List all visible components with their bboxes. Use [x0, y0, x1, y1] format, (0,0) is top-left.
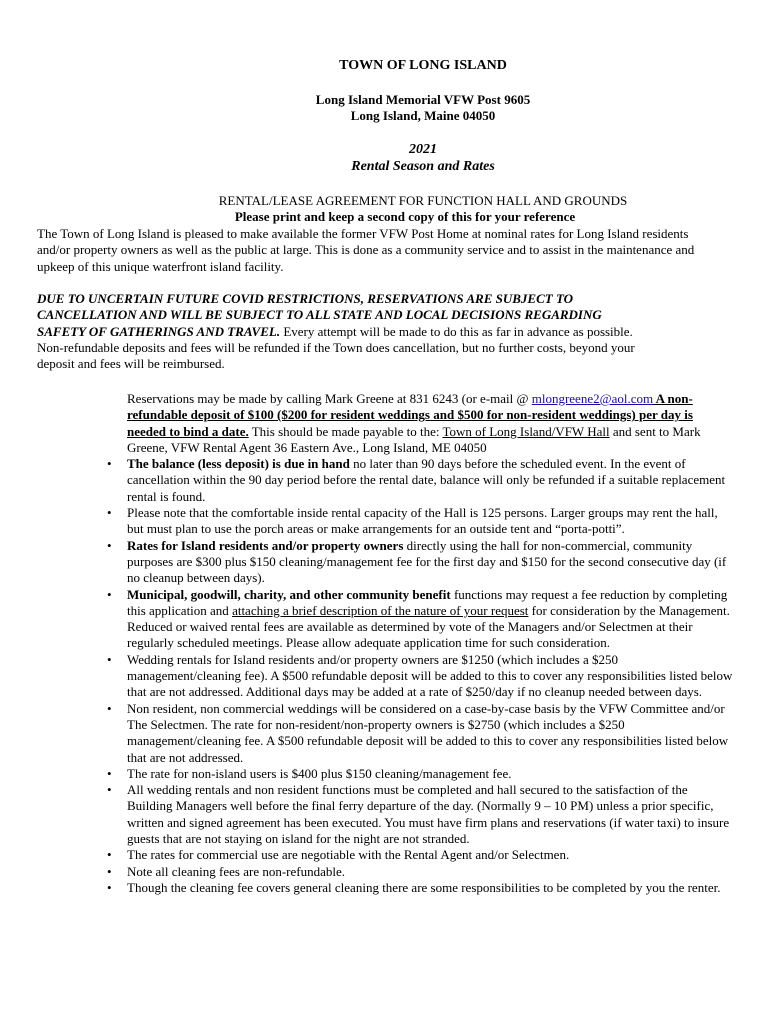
bullet-icon: •	[107, 651, 112, 667]
wedding-resident-text: Wedding rentals for Island residents and/or property owners are $1250 (which includes a $250 management/cleaning fee). A $500 refundable deposit will be added to this to cover any responsibilities listed below that are not addressed. Additional days may be added at a rate of $250/day if no cleanup needed between days.	[127, 651, 733, 700]
list-item	[107, 537, 733, 587]
print-note: Please print and keep a second copy of this for your reference	[234, 209, 576, 224]
deposit-notice: A non-refundable deposit of $100 ($200 for resident weddings and $500 for non-resident weddings) per day is needed to bind a date.	[127, 391, 693, 439]
renter-responsibilities-text: Though the cleaning fee covers general cleaning there are some responsibilities to be completed by you the renter.	[127, 879, 721, 895]
bullet-icon: •	[107, 765, 112, 781]
terms-list	[107, 456, 733, 896]
list-item	[107, 879, 733, 896]
season-year: 2021	[409, 142, 437, 157]
bullet-icon: •	[107, 537, 112, 553]
ferry-departure-text: All wedding rentals and non resident functions must be completed and hall secured to the satisfaction of the Building Managers well before the final ferry departure of the day. (Normally 9 – 10 PM) unless a prior specific, written and signed agreement has been executed. You must have firm plans and reservations (if water taxi) to insure guests that are not staying on island for the night are not stranded.	[127, 782, 730, 847]
venue-name: Long Island Memorial VFW Post 9605	[315, 92, 531, 107]
list-item	[107, 505, 733, 538]
non-island-rate-text: The rate for non-island users is $400 plus $150 cleaning/management fee.	[127, 765, 512, 781]
payable-lead: This should be made payable to the:	[248, 423, 443, 439]
covid-paragraph	[37, 291, 637, 372]
season-heading: Rental Season and Rates	[351, 159, 495, 174]
bullet-icon: •	[107, 847, 112, 863]
list-item	[107, 651, 733, 701]
bullet-icon: •	[107, 456, 112, 472]
bullet-icon: •	[107, 586, 112, 602]
resident-rates-label: Rates for Island residents and/or property owners	[127, 537, 404, 553]
payable-to: Town of Long Island/VFW Hall	[442, 423, 610, 439]
bullet-icon: •	[107, 863, 112, 879]
community-benefit-text: for consideration by the Management. Reduced or waived rental fees are available as determined by vote of the Managers and/or Selectmen at their regularly scheduled meetings. Please allow adequate application time for such consideration.	[127, 602, 730, 651]
agreement-heading: RENTAL/LEASE AGREEMENT FOR FUNCTION HALL AND GROUNDS	[218, 193, 628, 208]
list-item	[107, 586, 733, 652]
community-benefit-label: Municipal, goodwill, charity, and other community benefit	[127, 586, 451, 602]
list-item	[107, 456, 733, 505]
community-benefit-mid: functions may request a fee reduction by completing this application and	[127, 586, 728, 618]
bullet-icon: •	[107, 879, 112, 895]
payable-tail: and sent to Mark Greene, VFW Rental Agent 36 Eastern Ave., Long Island, ME 04050	[127, 423, 701, 455]
balance-due-label: The balance (less deposit) is due in hand	[127, 456, 350, 472]
commercial-use-text: The rates for commercial use are negotiable with the Rental Agent and/or Selectmen.	[127, 847, 570, 863]
balance-due-text: no later than 90 days before the scheduled event. In the event of cancellation within the 90 day period before the rental date, balance will only be refunded if a suitable replacement rental is found.	[127, 456, 726, 504]
list-item	[107, 765, 733, 782]
list-item	[107, 782, 733, 847]
email-link[interactable]: mlongreene2@aol.com	[531, 391, 654, 406]
cleaning-fee-text: Note all cleaning fees are non-refundable.	[127, 863, 346, 879]
covid-warning: DUE TO UNCERTAIN FUTURE COVID RESTRICTIONS, RESERVATIONS ARE SUBJECT TO CANCELLATION AND WILL BE SUBJECT TO ALL STATE AND LOCAL DECISIONS REGARDING SAFETY OF GATHERINGS AND TRAVEL.	[37, 291, 602, 339]
terms-section	[107, 391, 733, 896]
resident-rates-text: directly using the hall for non-commercial, community purposes are $300 plus $150 cleaning/management fee for the first day and $150 for the second consecutive day (if no cleanup between days).	[127, 537, 727, 586]
intro-paragraph: The Town of Long Island is pleased to make available the former VFW Post Home at nominal rates for Long Island residents and/or property owners as well as the public at large. This is done as a community service and to assist in the maintenance and upkeep of this unique waterfront island facility.	[37, 226, 695, 274]
wedding-nonresident-text: Non resident, non commercial weddings will be considered on a case-by-case basis by the VFW Committee and/or The Selectmen. The rate for non-resident/non-property owners is $2750 (which includes a $250 management/cleaning fee. A $500 refundable deposit will be added to this to cover any responsibilities listed below that are not addressed.	[127, 700, 729, 765]
reservation-paragraph	[127, 391, 733, 456]
covid-note: Every attempt will be made to do this as far in advance as possible. Non-refundable deposits and fees will be refunded if the Town does cancellation, but no further costs, beyond your deposit and fees will be reimbursed.	[37, 323, 635, 372]
list-item	[107, 847, 733, 863]
bullet-icon: •	[107, 782, 112, 798]
community-benefit-attach: attaching a brief description of the nature of your request	[232, 602, 529, 618]
bullet-icon: •	[107, 700, 112, 716]
capacity-text: Please note that the comfortable inside rental capacity of the Hall is 125 persons. Larger groups may rent the hall, but must plan to use the porch areas or make arrangements for an outside tent and “porta-potti”.	[127, 505, 718, 537]
bullet-icon: •	[107, 505, 112, 521]
document-title: TOWN OF LONG ISLAND	[339, 58, 507, 73]
list-item	[107, 863, 733, 880]
reservation-lead: Reservations may be made by calling Mark Greene at 831 6243 (or e-mail @	[127, 391, 532, 406]
list-item	[107, 700, 733, 766]
venue-address: Long Island, Maine 04050	[350, 108, 496, 123]
